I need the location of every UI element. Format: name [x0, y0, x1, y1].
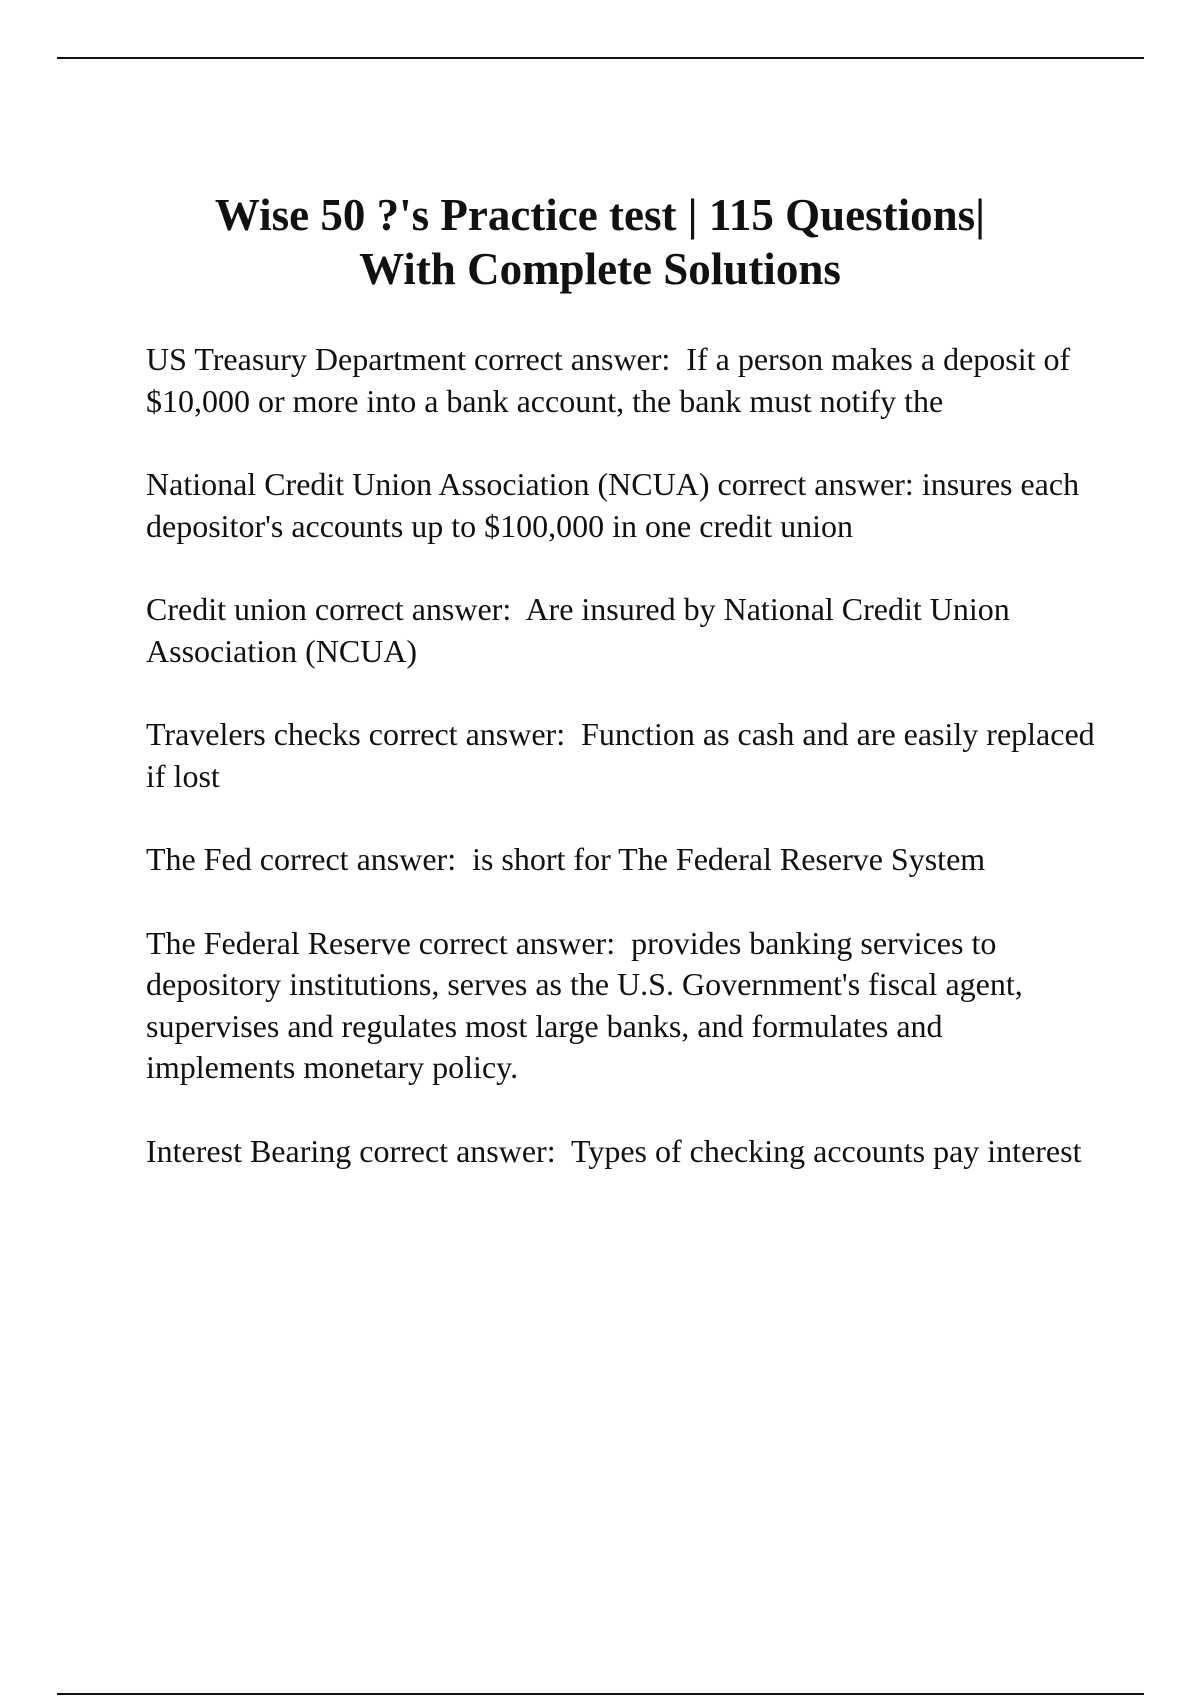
document-title: [120, 188, 1080, 296]
qa-entry-us-treasury: US Treasury Department correct answer: If a person makes a deposit of $10,000 or more into a bank account, the bank must notify the: [146, 341, 1079, 419]
qa-entry-ncua: National Credit Union Association (NCUA) correct answer: insures each depositor's accounts up to $100,000 in one credit union: [146, 466, 1088, 544]
qa-entry-interest-bearing: Interest Bearing correct answer: Types of checking accounts pay interest: [146, 1132, 1082, 1169]
qa-entry-the-fed: The Fed correct answer: is short for The Federal Reserve System: [146, 841, 986, 877]
qa-list: [146, 339, 1103, 1214]
qa-entry-travelers-checks: Travelers checks correct answer: Function as cash and are easily replaced if lost: [146, 716, 1103, 794]
document-title-line-2: With Complete Solutions: [359, 244, 841, 294]
header-rule: [57, 57, 1144, 59]
qa-entry-credit-union: Credit union correct answer: Are insured by National Credit Union Association (NCUA): [146, 591, 1017, 669]
qa-entry-federal-reserve: The Federal Reserve correct answer: provides banking services to depository institutions, serves as the U.S. Government's fiscal agent, supervises and regulates most large banks, and formulates and implements monetary policy.: [146, 924, 1031, 1085]
footer-rule: [57, 1693, 1144, 1695]
document-title-line-1: Wise 50 ?'s Practice test | 115 Questions|: [214, 190, 986, 240]
